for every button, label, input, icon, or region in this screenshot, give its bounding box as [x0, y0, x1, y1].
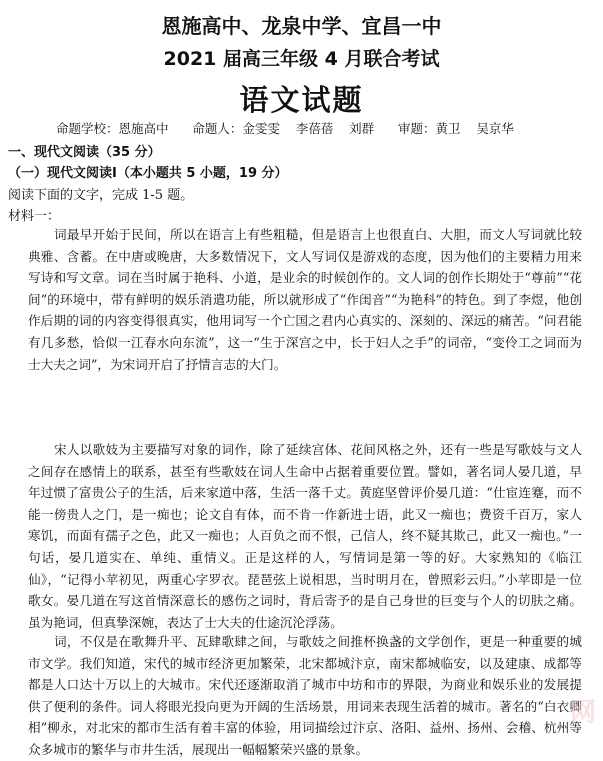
schools-title: 恩施高中、龙泉中学、宜昌一中 [161, 14, 442, 38]
section-title: 一、现代文阅读（35 分） [8, 145, 161, 160]
subject-title: 语文试题 [239, 83, 364, 117]
instruction: 阅读下面的文字，完成 1-5 题。 [8, 188, 194, 203]
credits-line: 命题学校：恩施高中 命题人：金雯雯 李蓓蓓 刘群 审题：黄卫 吴京华 [56, 121, 514, 136]
subsection-title: （一）现代文阅读Ⅰ（本小题共 5 小题，19 分） [8, 166, 288, 181]
exam-title: 2021 届高三年级 4 月联合考试 [163, 48, 440, 70]
paragraph-3: 词，不仅是在歌舞升平、瓦肆歌肆之间，与歌妓之间推杯换盏的文学创作，更是一种重要的城市文学。我们知道，宋代的城市经济更加繁荣，北宋都城汴京，南宋都城临安，以及建康、成都等都是人口达十万以上的大城市。宋代还逐渐取消了城市中坊和市的界限，为商业和娱乐业的发展提供了便利的条件。词人将眼光投向更为开阔的生活场景，用词来表现生活着的城市。著名的“白衣卿相”柳永，对北宋的都市生活有着丰富的体验，用词描绘过汴京、洛阳、益州、扬州、会稽、杭州等众多城市的繁华与市井生活，展现出一幅幅繁荣兴盛的景象。 [28, 634, 582, 757]
material-label: 材料一： [8, 209, 61, 224]
paragraph-2: 宋人以歌妓为主要描写对象的词作，除了延续宫体、花间风格之外，还有一些是写歌妓与文人之间存在感情上的联系，甚至有些歌妓在词人生命中占据着重要位置。譬如，著名词人晏几道，早年过惯了富贵公子的生活，后来家道中落，生活一落千丈。黄庭坚曾评价晏几道：“仕宦连蹇，而不能一傍贵人之门，是一痴也；论文自有体，而不肯一作新进士语，此又一痴也；费资千百万，家人寒饥，而面有孺子之色，此又一痴也；人百负之而不恨，己信人，终不疑其欺己，此又一痴也。”一句话，晏几道实在、单纯、重情义。正是这样的人，写情词是第一等的好。大家熟知的《临江仙》，“记得小苹初见，两重心字罗衣。琵琶弦上说相思，当时明月在，曾照彩云归。”小苹即是一位歌女。晏几道在写这首情深意长的感伤之词时，背后寄予的是自己身世的巨变与个人的切肤之痛。虽为艳词，但真挚深婉，表达了士大夫的仕途沉沦浮荡。 [28, 442, 582, 630]
paragraph-1: 词最早开始于民间，所以在语言上有些粗糙，但是语言上也很直白、大胆，而文人写词就比较典雅、含蓄。在中唐或晚唐，大多数情况下，文人写词仅是游戏的态度，因为他们的主要精力用来写诗和写文章。词在当时属于艳科、小道，是业余的时候创作的。文人词的创作长期处于“尊前”“花间”的环境中，带有鲜明的娱乐消遣功能，所以就形成了“作闺音”“为艳科”的特色。到了李煜，他创作后期的词的内容变得很真实，他用词写一个亡国之君内心真实的、深刻的、深远的痛苦。“问君能有几多愁，恰似一江春水向东流”，这一“生于深宫之中，长于妇人之手”的词帝，“变伶工之词而为士大夫之词”，为宋词开启了抒情言志的大门。 [28, 227, 582, 372]
watermark-logo: 网 [569, 698, 597, 728]
